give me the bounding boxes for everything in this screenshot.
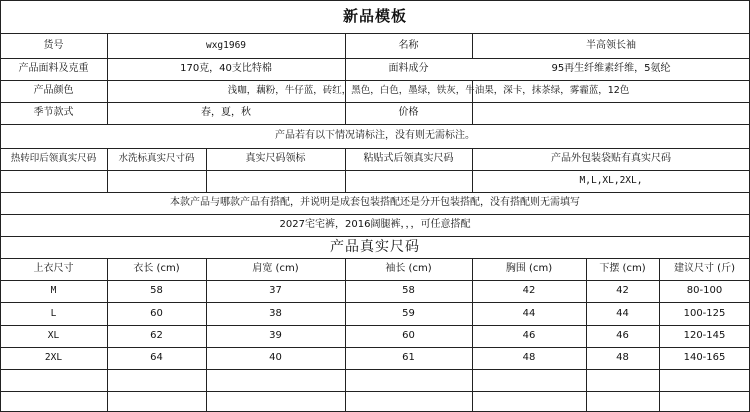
size-cell: 58 bbox=[150, 285, 163, 296]
size-cell: 60 bbox=[150, 307, 163, 319]
matching-value: 2027宅宅裤，2016阔腿裤，，，可任意搭配 bbox=[279, 219, 471, 230]
season-label: 季节款式 bbox=[33, 107, 74, 118]
item-no-value: wxg1969 bbox=[205, 39, 247, 51]
notice-text: 产品若有以下情况请标注，没有则无需标注。 bbox=[275, 130, 475, 141]
composition-value: 95再生纤维素纤维，5氨纶 bbox=[551, 63, 671, 74]
name-value: 半高领长袖 bbox=[586, 39, 636, 51]
size-cell: 59 bbox=[402, 307, 415, 319]
matching-instruction: 本款产品与哪款产品有搭配，并说明是成套包装搭配还是分开包装搭配，没有搭配则无需填写 bbox=[170, 197, 580, 208]
size-header-cell: 下摆 (cm) bbox=[599, 263, 646, 274]
color-label: 产品颜色 bbox=[33, 85, 74, 96]
heat-transfer-label: 热转印后领真实尺码 bbox=[10, 153, 97, 165]
size-cell: 140-165 bbox=[683, 352, 726, 363]
price-label: 价格 bbox=[398, 107, 419, 118]
package-sizes: M,L,XL,2XL, bbox=[579, 175, 643, 187]
size-cell: 39 bbox=[269, 330, 282, 341]
size-cell: 64 bbox=[150, 352, 163, 363]
item-no-label: 货号 bbox=[43, 39, 64, 51]
sheet-title: 新品模板 bbox=[342, 7, 407, 25]
size-cell: 42 bbox=[616, 285, 629, 296]
size-header-cell: 袖长 (cm) bbox=[385, 263, 432, 274]
size-cell: 62 bbox=[150, 330, 163, 341]
size-header-cell: 上衣尺寸 bbox=[33, 263, 74, 274]
size-cell: 60 bbox=[402, 330, 415, 341]
size-cell: 40 bbox=[269, 352, 282, 363]
size-cell: 120-145 bbox=[683, 330, 726, 341]
fabric-value: 170克，40支比特棉 bbox=[180, 63, 272, 74]
size-cell: 37 bbox=[269, 285, 282, 296]
size-cell: 42 bbox=[522, 285, 536, 296]
size-cell: L bbox=[50, 307, 57, 319]
size-cell: 100-125 bbox=[683, 307, 726, 319]
size-cell: 46 bbox=[522, 330, 536, 341]
size-cell: 48 bbox=[616, 352, 629, 363]
size-cell: 48 bbox=[522, 352, 536, 363]
size-cell: 44 bbox=[616, 307, 629, 319]
size-header-cell: 肩宽 (cm) bbox=[252, 263, 299, 274]
color-value: 浅咖，藕粉，牛仔蓝，砖红，黑色，白色，墨绿，铁灰，牛油果，深卡，抹茶绿，雾霾蓝，12色 bbox=[227, 85, 630, 97]
price-value bbox=[472, 102, 750, 124]
size-cell: 46 bbox=[616, 330, 629, 341]
size-cell: 58 bbox=[402, 285, 415, 296]
collar-label: 真实尺码领标 bbox=[245, 153, 306, 164]
wash-label: 水洗标真实尺寸码 bbox=[118, 153, 195, 165]
package-label: 产品外包装袋贴有真实尺码 bbox=[551, 153, 671, 164]
size-cell: 44 bbox=[522, 307, 536, 319]
sticker-label: 粘贴式后领真实尺码 bbox=[363, 153, 454, 164]
size-header-cell: 衣长 (cm) bbox=[133, 263, 180, 274]
size-cell: 80-100 bbox=[686, 285, 723, 296]
size-cell: 2XL bbox=[44, 352, 63, 364]
size-table-title: 产品真实尺码 bbox=[330, 239, 420, 255]
name-label: 名称 bbox=[398, 39, 419, 51]
size-header-cell: 建议尺寸 (斤) bbox=[674, 263, 735, 274]
size-cell: XL bbox=[47, 330, 60, 342]
composition-label: 面料成分 bbox=[388, 63, 429, 74]
size-cell: M bbox=[50, 285, 57, 297]
fabric-label: 产品面料及克重 bbox=[18, 63, 89, 74]
size-header-cell: 胸围 (cm) bbox=[505, 263, 553, 274]
size-cell: 61 bbox=[402, 352, 415, 363]
size-cell: 38 bbox=[269, 307, 282, 319]
season-value: 春，夏，秋 bbox=[201, 107, 251, 118]
